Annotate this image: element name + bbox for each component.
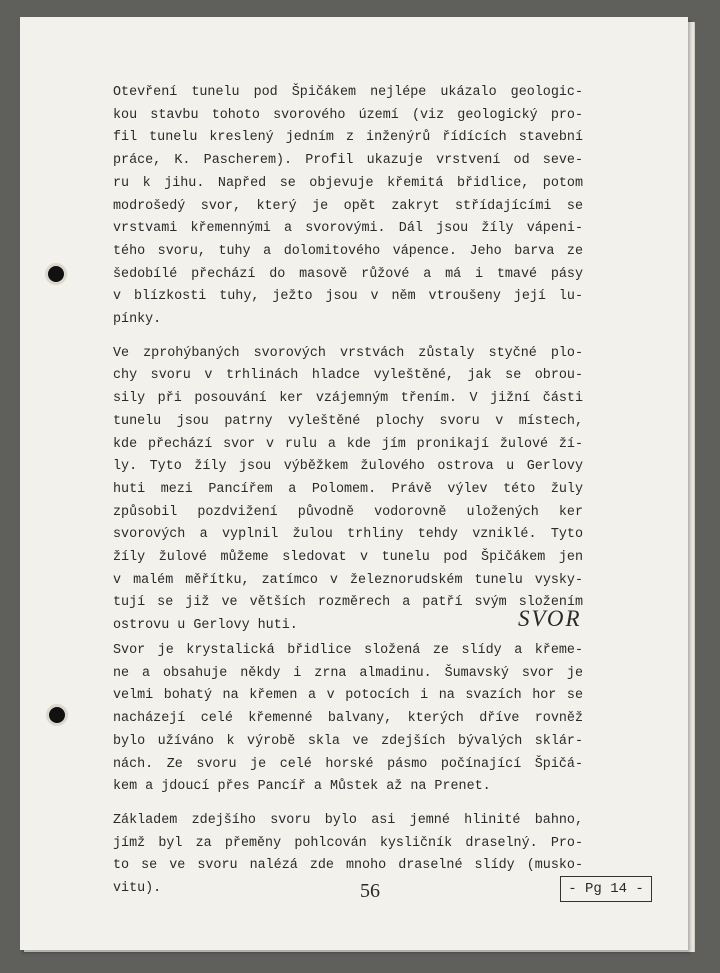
- section-heading: SVOR: [518, 606, 582, 631]
- text-line: kem a jdoucí přes Pancíř a Můstek až na Prenet.: [113, 779, 491, 795]
- body-text-bottom: [113, 640, 583, 901]
- text-line: to se ve svoru nalézá zde mnoho draselné slídy (musko-: [113, 858, 583, 874]
- text-line: fil tunelu kreslený jedním z inženýrů řídících stavební: [113, 130, 583, 146]
- page-number: 56: [360, 880, 380, 902]
- text-line: šedobílé přechází do masově růžové a má i tmavé pásy: [113, 266, 583, 282]
- text-line: pínky.: [113, 312, 162, 328]
- text-line: tují se již ve větších rozměrech a patří svým složením: [113, 595, 583, 611]
- paragraph-tunnel-geology: [113, 82, 583, 332]
- text-line: ne a obsahuje někdy i zrna almadinu. Šumavský svor je: [113, 665, 583, 681]
- text-line: velmi bohatý na křemen a v potocích i na svazích hor se: [113, 688, 583, 704]
- body-text-top: [113, 82, 583, 638]
- text-line: ly. Tyto žíly jsou výběžkem žulového ostrova u Gerlovy: [113, 459, 583, 475]
- text-line: ostrovu u Gerlovy huti.: [113, 618, 298, 634]
- punch-hole-bottom: [46, 704, 68, 726]
- text-line: Ve zprohýbaných svorových vrstvách zůstaly styčné plo-: [113, 345, 583, 361]
- text-line: Otevření tunelu pod Špičákem nejlépe ukázalo geologic-: [113, 85, 583, 100]
- text-line: způsobil pozdvižení původně vodorovně uložených ker: [113, 504, 583, 520]
- text-line: nacházejí celé křemenné balvany, kterých dříve rovněž: [113, 711, 583, 727]
- text-line: vitu).: [113, 881, 162, 897]
- text-line: huti mezi Pancířem a Polomem. Právě výlev této žuly: [113, 481, 583, 497]
- text-line: tunelu jsou patrny vyleštěné plochy svoru v místech,: [113, 413, 583, 429]
- text-line: v blízkosti tuhy, ježto jsou v něm vtroušeny její lu-: [113, 289, 583, 305]
- page-label-box: - Pg 14 -: [560, 876, 652, 902]
- paragraph-svor-origin: [113, 810, 583, 901]
- text-line: Svor je krystalická břidlice složená ze slídy a křeme-: [113, 643, 583, 658]
- text-line: žíly žulové můžeme sledovat v tunelu pod Špičákem jen: [113, 550, 583, 566]
- text-line: kou stavbu tohoto svorového území (viz geologický pro-: [113, 107, 583, 123]
- text-line: práce, K. Pascherem). Profil ukazuje vrstvení od seve-: [113, 153, 583, 169]
- paragraph-schist-layers: [113, 343, 583, 638]
- text-line: chy svoru v trhlinách hladce vyleštěné, jak se obrou-: [113, 368, 583, 384]
- text-line: v malém měřítku, zatímco v železnorudském tunelu vysky-: [113, 572, 583, 588]
- paragraph-svor-definition: [113, 640, 583, 799]
- text-line: ru k jihu. Napřed se objevuje křemitá břidlice, potom: [113, 175, 583, 191]
- text-line: jímž byl za přeměny pohlcován kysličník draselný. Pro-: [113, 835, 583, 851]
- text-line: vrstvami křemennými a svorovými. Dál jsou žíly vápeni-: [113, 221, 583, 237]
- text-line: svorových a vyplnil žulou trhliny tehdy vzniklé. Tyto: [113, 527, 583, 543]
- text-line: modrošedý svor, který je opět zakryt střídajícími se: [113, 198, 583, 214]
- text-line: sily při posouvání ker vzájemným třením. V jižní části: [113, 391, 583, 407]
- text-line: bylo užíváno k výrobě skla ve zdejších bývalých sklár-: [113, 733, 583, 749]
- punch-hole-top: [45, 263, 67, 285]
- text-line: Základem zdejšího svoru bylo asi jemné hlinité bahno,: [113, 812, 583, 828]
- text-line: kde přechází svor v rulu a kde jím pronikají žulové ží-: [113, 436, 583, 452]
- text-line: nách. Ze svoru je celé horské pásmo počínající Špičá-: [113, 756, 583, 772]
- text-line: tého svoru, tuhy a dolomitového vápence. Jeho barva ze: [113, 243, 583, 259]
